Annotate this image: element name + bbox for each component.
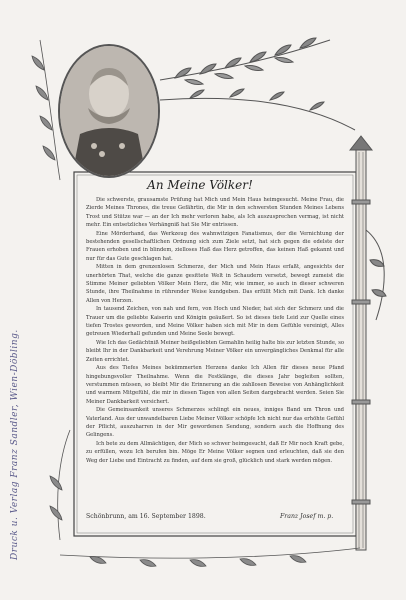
paragraph: Die Gemeinsamkeit unseres Schmerzes schlingt ein neues, inniges Band um Thron und Vaterland. Aus der unwandelbaren Liebe Meiner Völker schöpfe Ich nicht nur das erhöhte Gefühl der Pflicht, auszuharren in der Mir gewordenen Sendung, sondern auch die Hoffnung des Gelingens. xyxy=(86,407,344,439)
paragraph: Ich bete zu dem Allmächtigen, der Mich so schwer heimgesucht, daß Er Mir noch Kraft gebe, zu erfüllen, wozu Ich berufen bin. Möge Er Meine Völker segnen und erleuchten, daß sie den Weg der Liebe und Eintracht zu finden, auf dem sie groß, glücklich und stark werden mögen. xyxy=(86,441,344,464)
paragraph: In tausend Zeichen, von nah und fern, von Hoch und Nieder, hat sich der Schmerz und die Trauer um die geliebte Kaiserin und Königin geäußert. So ist dieses tiefe Leid zur Quelle eines tiefen Trostes geworden, und Meine Völker haben sich mit Mir in dem Gefühle vereinigt, Alles getreuen Wiederhall gefunden und Meine Seele bewegt. xyxy=(86,306,344,338)
emperor-portrait xyxy=(58,44,160,178)
printer-imprint: Druck u. Verlag Franz Sandler, Wien-Döbling. xyxy=(10,329,20,560)
signature: Franz Josef m. p. xyxy=(280,513,334,520)
portrait-illustration xyxy=(60,46,158,176)
proclamation-title: An Meine Völker! xyxy=(147,178,253,192)
proclamation-text xyxy=(86,196,344,466)
paragraph: Aus des Tiefes Meines bekümmerten Herzens danke Ich Allen für dieses neue Pfand hingebungsvoller Theilnahme. Wenn die Festklänge, die dieses Jahr begleiten sollten, verstummen müssen, so bleibt Mir die Erinnerung an die zahllosen Beweise von Anhänglichkeit und warmem Mitgefühl, die mir in diesen Tagen von allen Seiten dargebracht werden. Seien Sie Meiner Dankbarkeit versichert. xyxy=(86,365,344,405)
paragraph: Eine Mörderhand, das Werkzeug des wahnwitzigen Fanatismus, der die Vernichtung der bestehenden gesellschaftlichen Ordnung sich zum Ziele setzt, hat sich gegen die edelste der Frauen erhoben und in blindem, zielloses Haß das Herz getroffen, das keinen Haß gekannt und nur für das Gute geschlagen hat. xyxy=(86,230,344,262)
paragraph: Mitten in dem grenzenlosen Schmerze, der Mich und Mein Haus erfaßt, angesichts der unerhörten That, welche die ganze gesittete Welt in Schaudern versetzt, bewegt zumeist die Stimme Meiner geliebten Völker Mein Herz, die Mir, wie immer, so auch in dieser schweren Stunde, ihre Theilnahme in rührender Weise kundgeben. Das erfüllt Mich mit Dank. Ich danke Allen von Herzen. xyxy=(86,264,344,304)
paragraph: Wie Ich das Gedächtniß Meiner heißgeliebten Gemahlin heilig halte bis zur letzten Stunde, so bleibt Ihr in der Dankbarkeit und Verehrung Meiner Völker ein unvergängliches Denkmal für alle Zeiten errichtet. xyxy=(86,340,344,363)
paragraph: Die schwerste, grausamste Prüfung hat Mich und Mein Haus heimgesucht. Meine Frau, die Zierde Meines Thrones, die treue Gefährtin, die Mir in den schwersten Stunden Meines Lebens Trost und Stütze war — an der Ich mehr verloren habe, als Ich auszusprechen vermag, ist nicht mehr. Ein entsetzliches Verhängniß hat Sie Mir entrissen. xyxy=(86,197,344,228)
laurel-branch-left xyxy=(32,40,60,180)
laurel-branch-top xyxy=(160,38,355,130)
place-date: Schönbrunn, am 16. September 1898. xyxy=(86,513,206,520)
